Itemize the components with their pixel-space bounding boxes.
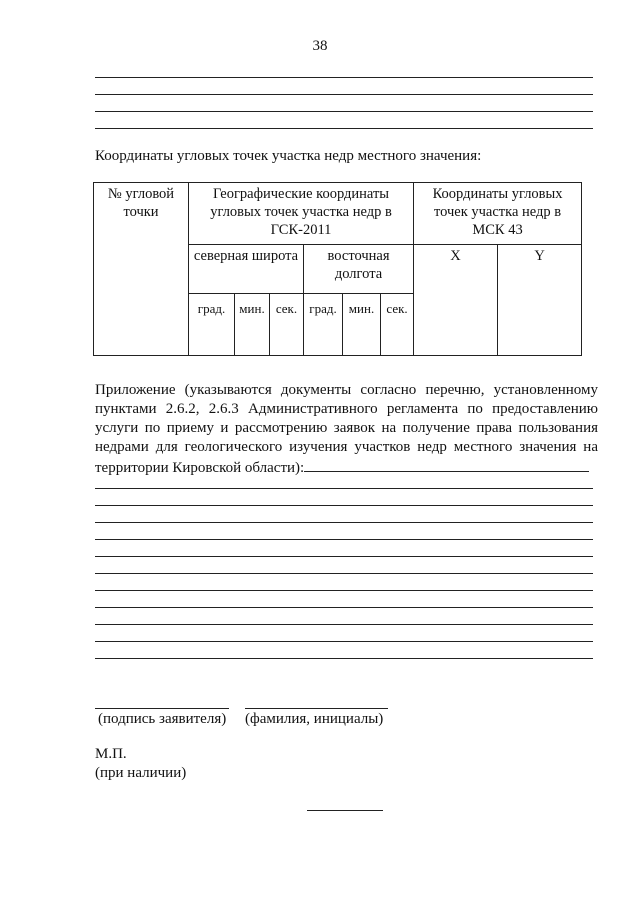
header-y: Y <box>498 245 582 356</box>
header-north-deg: град. <box>189 293 235 355</box>
fill-line <box>95 607 593 608</box>
signature-line <box>95 708 229 709</box>
header-north-sec: сек. <box>270 293 304 355</box>
fill-line <box>95 128 593 129</box>
fill-line <box>95 539 593 540</box>
name-initials-label: (фамилия, инициалы) <box>245 711 384 727</box>
appendix-paragraph <box>95 381 598 478</box>
stamp-note: (при наличии) <box>95 765 187 781</box>
fill-line <box>95 488 593 489</box>
fill-line <box>95 77 593 78</box>
page-number: 38 <box>312 38 328 54</box>
fill-line <box>95 658 593 659</box>
header-east-min: мин. <box>343 293 381 355</box>
header-msk-coordinates: Координаты угловых точек участка недр в МСК 43 <box>414 183 582 245</box>
header-north-latitude: северная широта <box>189 245 304 293</box>
header-point-number: № угловой точки <box>94 183 189 356</box>
fill-line <box>95 556 593 557</box>
header-east-longitude: восточная долгота <box>304 245 414 293</box>
coordinates-intro: Координаты угловых точек участка недр местного значения: <box>95 148 482 164</box>
fill-line <box>304 457 589 472</box>
appendix-text: Приложение (указываются документы согласно перечню, установленному пунктами 2.6.2, 2.6.3 Административного регламента по предоставлению услуги по приему и рассмотрению заявок на получение права пользования недрами для геологического изучения участков недр местного значения на территории Кировской области): <box>95 382 598 476</box>
header-north-min: мин. <box>235 293 270 355</box>
header-geo-coordinates: Географические координаты угловых точек участка недр в ГСК-2011 <box>189 183 414 245</box>
fill-line <box>95 624 593 625</box>
header-east-deg: град. <box>304 293 343 355</box>
fill-line <box>95 522 593 523</box>
bottom-separator-line <box>307 810 383 811</box>
fill-line <box>95 573 593 574</box>
name-line <box>245 708 388 709</box>
header-x: X <box>414 245 498 356</box>
header-east-sec: сек. <box>381 293 414 355</box>
stamp-label: М.П. <box>95 746 127 762</box>
stamp-block <box>95 745 186 783</box>
fill-line <box>95 641 593 642</box>
fill-line <box>95 505 593 506</box>
fill-line <box>95 590 593 591</box>
fill-line <box>95 94 593 95</box>
coordinates-table <box>93 182 582 356</box>
applicant-signature-label: (подпись заявителя) <box>98 711 227 727</box>
fill-line <box>95 111 593 112</box>
